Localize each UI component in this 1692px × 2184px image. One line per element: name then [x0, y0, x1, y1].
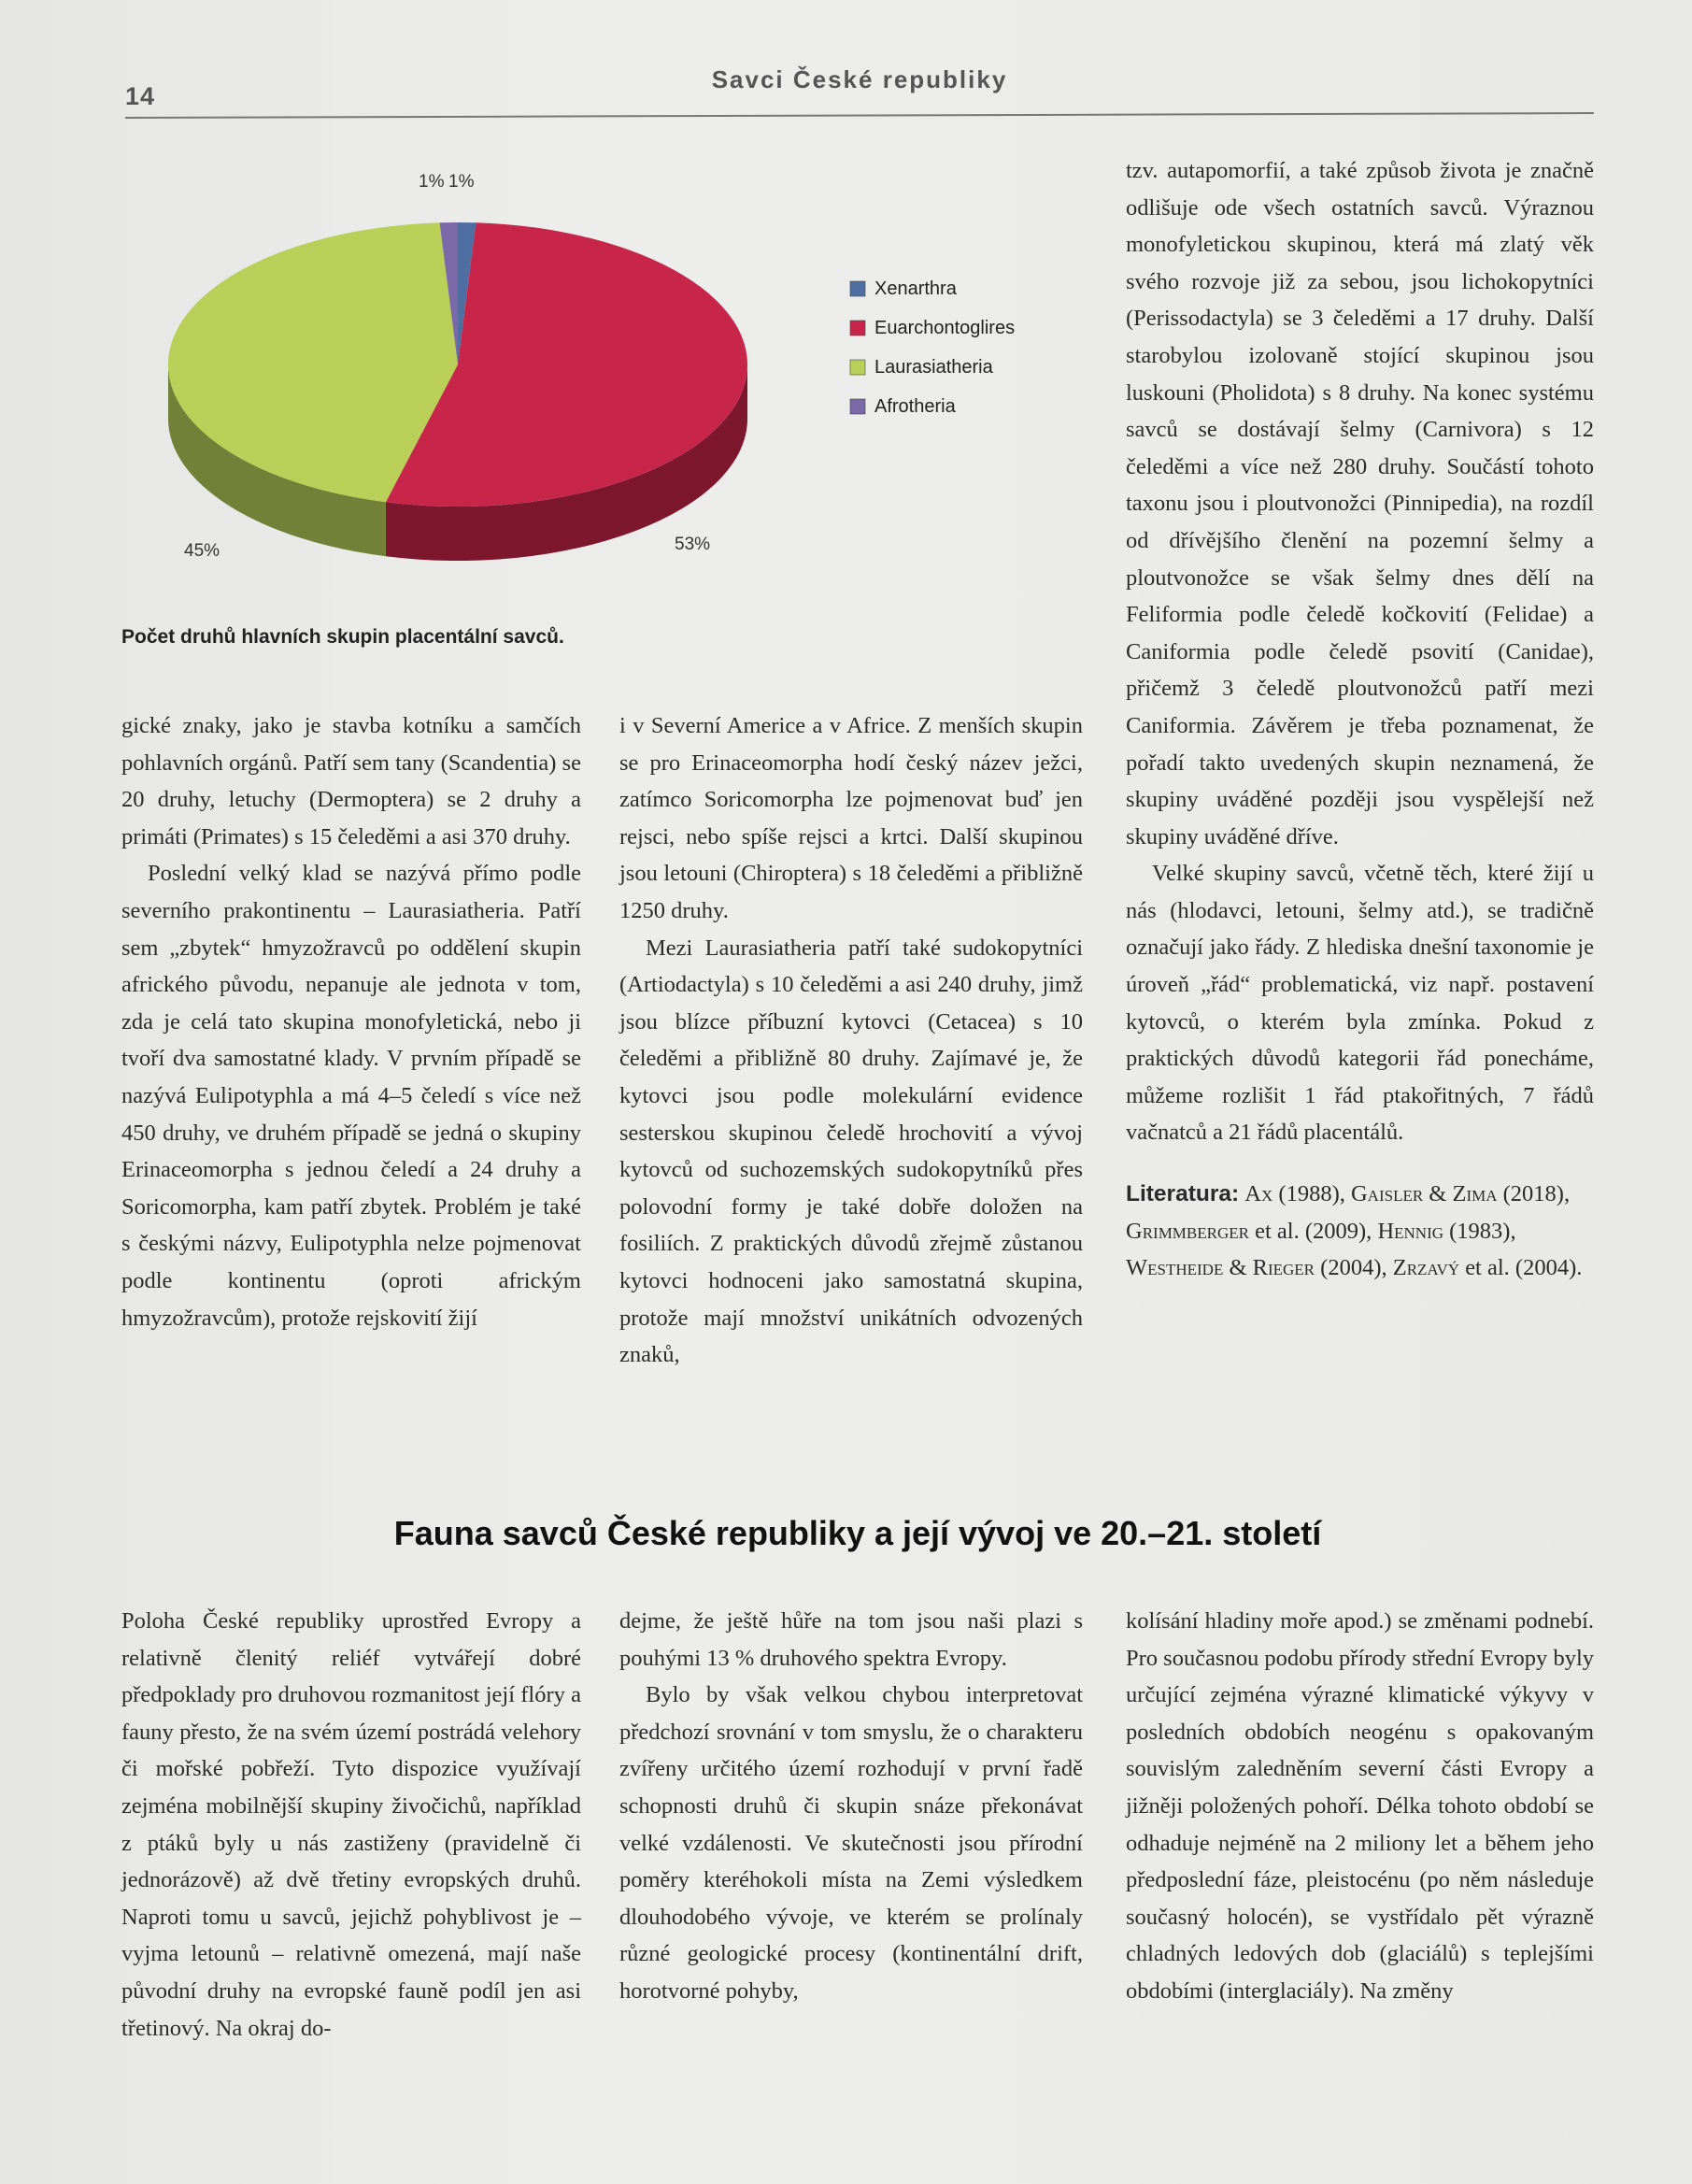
- reference-detail: (1983),: [1443, 1218, 1516, 1244]
- section-text-column-3: [1126, 1603, 1594, 2010]
- legend-swatch: [850, 321, 865, 335]
- reference-author: Hennig: [1377, 1218, 1444, 1244]
- text-column-2: [619, 707, 1083, 1374]
- reference-author: Grimmberger: [1126, 1218, 1249, 1244]
- pie-chart: [121, 164, 1056, 612]
- legend-swatch: [850, 360, 865, 375]
- literature-label: Literatura:: [1126, 1181, 1240, 1207]
- page-number: 14: [125, 82, 156, 110]
- section-text-column-1: [121, 1603, 581, 2047]
- paragraph: Velké skupiny savců, včetně těch, které žijí u nás (hlodavci, letouni, šelmy atd.), se tradičně označují jako řády. Z hlediska dnešní taxonomie je úroveň „řád“ problematická, viz např. postavení kytovců, o kterém byla zmínka. Pokud z praktických důvodů kategorii řád ponecháme, můžeme rozlišit 1 řád ptakořitných, 7 řádů vačnatců a 21 řádů placentálů.: [1126, 861, 1594, 1146]
- paragraph: Poloha České republiky uprostřed Evropy a relativně členitý reliéf vytvářejí dobré předpoklady pro druhovou rozmanitost její flóry a fauny přesto, že na svém území postrádá velehory či mořské pobřeží. Tyto dispozice využívají zejména mobilnější skupiny živočichů, například z ptáků byly u nás zastiženy (pravidelně či jednorázově) až dvě třetiny evropských druhů. Naproti tomu u savců, jejichž pohyblivost je – vyjma letounů – relativně omezená, mají naše původní druhy na evropské fauně podíl jen asi třetinový. Na okraj do-: [121, 1608, 581, 2041]
- legend-label: Euarchontoglires: [874, 318, 1016, 338]
- paragraph: tzv. autapomorfií, a také způsob života je značně odlišuje ode všech ostatních savců. Výraznou monofyletickou skupinou, která má zlatý věk svého rozvoje již za sebou, jsou lichokopytníci (Perissodactyla) se 3 čeleděmi a 17 druhy. Další starobylou izolovaně stojící skupinou jsou luskouni (Pholidota) s 8 druhy. Na konec systému savců se dostávají šelmy (Carnivora) s 12 čeleděmi a více než 280 druhy. Součástí tohoto taxonu jsou i ploutvonožci (Pinnipedia), na rozdíl od dřívějšího členění na pozemní šelmy a ploutvonožce se však šelmy dnes dělí na Feliformia podle čeledě kočkovití (Felidae) a Caniformia podle čeledě psovití (Canidae), přičemž 3 čeledě ploutvonožců patří mezi Caniformia. Závěrem je třeba poznamenat, že pořadí takto uvedených skupin neznamená, že skupiny uváděné později jsou vyspělejší než skupiny uváděné dříve.: [1126, 158, 1594, 849]
- reference-author: Westheide & Rieger: [1126, 1255, 1315, 1281]
- paragraph: Mezi Laurasiatheria patří také sudokopytníci (Artiodactyla) s 10 čeleděmi a asi 240 druhy, jimž jsou blízce příbuzní kytovci (Cetacea) s 10 čeleděmi a přibližně 80 druhy. Zajímavé je, že kytovci jsou podle molekulární evidence sesterskou skupinou čeledě hrochovití a vývoj kytovců od suchozemských sudokopytníků přes polovodní formy je také dobře doložen na fosiliích. Z praktických důvodů zřejmě zůstanou kytovci hodnoceni jako samostatná skupina, protože mají množství unikátních odvozených znaků,: [619, 935, 1083, 1368]
- reference-detail: et al. (2009),: [1249, 1218, 1378, 1244]
- header-rule: [125, 112, 1594, 119]
- running-title: Savci České republiky: [711, 65, 1008, 93]
- reference-author: Gaisler & Zima: [1350, 1181, 1498, 1207]
- legend-label: Laurasiatheria: [874, 357, 993, 378]
- section-text-column-2: [619, 1603, 1083, 2010]
- slice-value-label: 1%: [448, 172, 475, 192]
- reference-detail: et al. (2004).: [1459, 1255, 1583, 1281]
- reference-detail: (2018),: [1497, 1181, 1571, 1207]
- reference-author: Ax: [1244, 1181, 1273, 1207]
- slice-value-label: 53%: [675, 535, 711, 554]
- literature-references: [1126, 1176, 1594, 1287]
- legend-swatch: [850, 399, 865, 414]
- paragraph: dejme, že ještě hůře na tom jsou naši plazi s pouhými 13 % druhového spektra Evropy.: [619, 1608, 1083, 1671]
- section-heading: Fauna savců České republiky a její vývoj ve 20.–21. století: [393, 1514, 1322, 1552]
- slice-value-label: 45%: [184, 541, 220, 561]
- paragraph: i v Severní Americe a v Africe. Z menších skupin se pro Erinaceomorpha hodí český název ježci, zatímco Soricomorpha lze pojmenovat buď jen rejsci, nebo spíše rejsci a krtci. Další skupinou jsou letouni (Chiroptera) s 18 čeleděmi a přibližně 1250 druhy.: [619, 713, 1083, 923]
- paragraph: Poslední velký klad se nazývá přímo podle severního prakontinentu – Laurasiatheria. Patří sem „zbytek“ hmyzožravců po oddělení skupin afrického původu, nepanuje ale jednota v tom, zda je celá tato skupina monofyletická, nebo ji tvoří dva samostatné klady. V prvním případě se nazývá Eulipotyphla a má 4–5 čeledí s více než 450 druhy, ve druhém případě se jedná o skupiny Erinaceomorpha s jednou čeledí a 24 druhy a Soricomorpha, kam patří zbytek. Problém je také s českými názvy, Eulipotyphla nelze pojmenovat podle kontinentu (oproti africkým hmyzožravcům), protože rejskovití žijí: [121, 861, 581, 1331]
- pie-chart-figure: [121, 164, 1056, 668]
- paragraph: gické znaky, jako je stavba kotníku a samčích pohlavních orgánů. Patří sem tany (Scandentia) se 20 druhy, letuchy (Dermoptera) se 2 druhy a primáti (Primates) s 15 čeleděmi a asi 370 druhy.: [121, 713, 581, 849]
- reference-detail: (1988),: [1273, 1181, 1351, 1207]
- text-column-1: [121, 707, 581, 1336]
- text-column-3: [1126, 152, 1594, 1287]
- legend-label: Xenarthra: [874, 278, 957, 299]
- legend-swatch: [850, 281, 865, 296]
- legend-label: Afrotheria: [874, 396, 956, 417]
- paragraph: kolísání hladiny moře apod.) se změnami podnebí. Pro současnou podobu přírody střední Evropy byly určující zejména výrazné klimatické výkyvy v posledních obdobích neogénu s opakovaným souvislým zaledněním severní části Evropy a jižněji položených pohoří. Délka tohoto období se odhaduje nejméně na 2 miliony let a během jeho předposlední fáze, pleistocénu (po něm následuje současný holocén), se vystřídalo pět výrazně chladných ledových dob (glaciálů) s teplejšími obdobími (interglaciály). Na změny: [1126, 1608, 1594, 2004]
- slice-value-label: 1%: [419, 172, 445, 192]
- reference-author: Zrzavý: [1392, 1255, 1460, 1281]
- reference-detail: (2004),: [1315, 1255, 1393, 1281]
- figure-caption: Počet druhů hlavních skupin placentální savců.: [121, 626, 564, 648]
- paragraph: Bylo by však velkou chybou interpretovat předchozí srovnání v tom smyslu, že o charakteru zvířeny určitého území rozhodují v první řadě schopnosti druhů či skupin snáze překonávat velké vzdálenosti. Ve skutečnosti jsou přírodní poměry kteréhokoli místa na Zemi výsledkem dlouhodobého vývoje, ve kterém se prolínaly různé geologické procesy (kontinentální drift, horotvorné pohyby,: [619, 1682, 1083, 2004]
